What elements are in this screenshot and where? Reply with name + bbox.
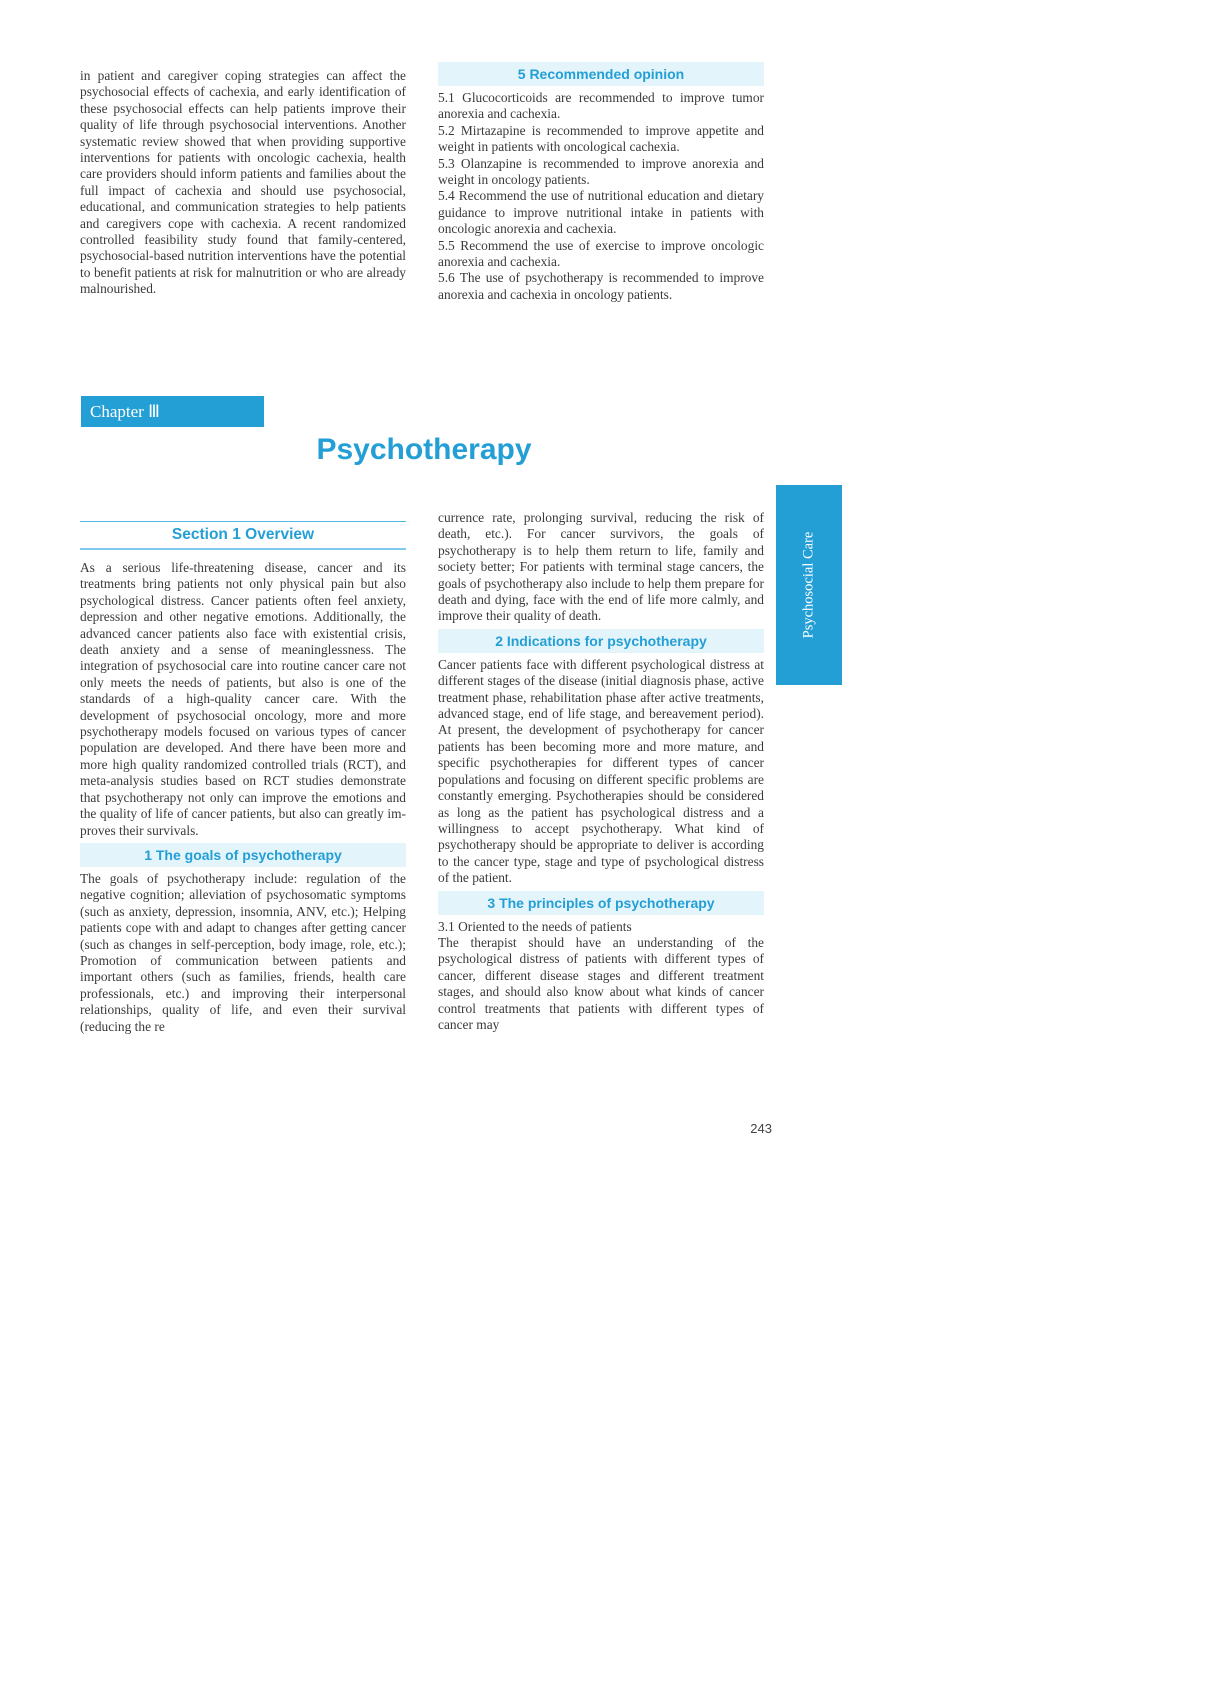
- recommendation-item: 5.4 Recommend the use of nutritional education and dietary guidance to improve nutritional intake in patients with oncologic anorexia and cachexia.: [438, 188, 764, 237]
- goals-paragraph-part2: currence rate, prolonging survival, reducing the risk of death, etc.). For cancer survivors, the goals of psychotherapy is to help them return to life, family and society better; For patients with terminal stage cancers, the goals of psychotherapy also include to help them prepare for death and dying, face with the end of life more calmly, and improve their quality of death.: [438, 510, 764, 624]
- goals-paragraph-part1: The goals of psychotherapy include: regulation of the negative cognition; alleviation of psychosomatic symptoms (such as anxiety, depression, insomnia, ANV, etc.); Helping patients cope with and adapt to changes after getting cancer (such as changes in self-perception, body image, role, etc.); Promotion of communication between patients and important others (such as families, friends, health care professionals, etc.) and improving their interpersonal relationships, quality of life, and even their survival (reducing the re: [80, 870, 406, 1034]
- section-overview-heading: Section 1 Overview: [80, 521, 406, 550]
- side-tab-label: Psychosocial Care: [800, 531, 817, 639]
- recommendation-item: 5.6 The use of psychotherapy is recommended to improve anorexia and cachexia in oncology patients.: [438, 270, 764, 302]
- main-right-column: [438, 510, 764, 1033]
- top-right-column: [438, 62, 764, 303]
- recommendation-item: 5.2 Mirtazapine is recommended to improve appetite and weight in patients with oncological cachexia.: [438, 122, 764, 155]
- recommendation-item: 5.1 Glucocorticoids are recommended to improve tumor anorexia and cachexia.: [438, 90, 764, 122]
- main-left-column: [80, 521, 406, 1035]
- goals-heading: 1 The goals of psychotherapy: [80, 843, 406, 867]
- principle-1-paragraph: The therapist should have an understanding of the psychological distress of patients with different types of cancer, different disease stages and different treatment stages, and should also know about what kinds of cancer control treatments that patients with different types of cancer may: [438, 934, 764, 1032]
- principles-heading: 3 The principles of psychotherapy: [438, 891, 764, 915]
- page-number: 243: [750, 1121, 772, 1136]
- indications-heading: 2 Indications for psychotherapy: [438, 629, 764, 653]
- chapter-label: Chapter Ⅲ: [81, 396, 264, 427]
- overview-paragraph: As a serious life-threatening disease, cancer and its treatments bring patients not only physical pain but also psychological distress. Cancer patients often feel anxiety, depression and other negative emotions. Additionally, the advanced cancer patients also face with existential crisis, death anxiety and a sense of meaninglessness. The integration of psychosocial care into routine cancer care not only meets the needs of patients, but also is one of the standards of a high-quality cancer care. With the development of psychosocial oncology, more and more psychotherapy models focused on various types of cancer population are developed. And there have been more and more high quality randomized controlled trials (RCT), and meta-analysis studies based on RCT studies demonstrate that psychotherapy not only can improve the emotions and the quality of life of cancer patients, but also can greatly improves their survivals.: [80, 560, 406, 838]
- principle-1-title: 3.1 Oriented to the needs of patients: [438, 918, 632, 934]
- recommendation-item: 5.5 Recommend the use of exercise to improve oncologic anorexia and cachexia.: [438, 237, 764, 270]
- recommended-opinion-heading: 5 Recommended opinion: [438, 62, 764, 86]
- top-left-column: [80, 68, 406, 298]
- cachexia-coping-paragraph: in patient and caregiver coping strategies can affect the psychosocial effects of cachexia, and early identification of these psychosocial effects can help patients improve their quality of life through psychosocial interventions. Another systematic review showed that when providing supportive interventions for patients with oncologic cachexia, health care providers should inform patients and families about the full impact of cachexia and should use psychosocial, educational, and communication strategies to help patients and caregivers cope with cachexia. A recent randomized controlled feasibility study found that family-centered, psychosocial-based nutrition interventions have the potential to benefit patients at risk for malnutrition or who are already malnourished.: [80, 68, 406, 297]
- chapter-title: Psychotherapy: [316, 433, 532, 466]
- indications-paragraph: Cancer patients face with different psychological distress at different stages of the disease (initial diagnosis phase, active treatment phase, rehabilitation phase after active treatments, advanced stage, end of life stage, and bereavement period). At present, the development of psychotherapy for cancer patients has been becoming more and more mature, and specific psychotherapies for different types of cancer populations and focusing on different specific problems are constantly emerging. Psychotherapies should be considered as long as the patient has psychological distress and a willingness to accept psychotherapy. What kind of psychotherapy should be appropriate to deliver is according to the cancer type, stage and type of psychological distress of the patient.: [438, 656, 764, 886]
- side-tab: [776, 485, 842, 685]
- recommendation-item: 5.3 Olanzapine is recommended to improve anorexia and weight in oncology patients.: [438, 155, 764, 188]
